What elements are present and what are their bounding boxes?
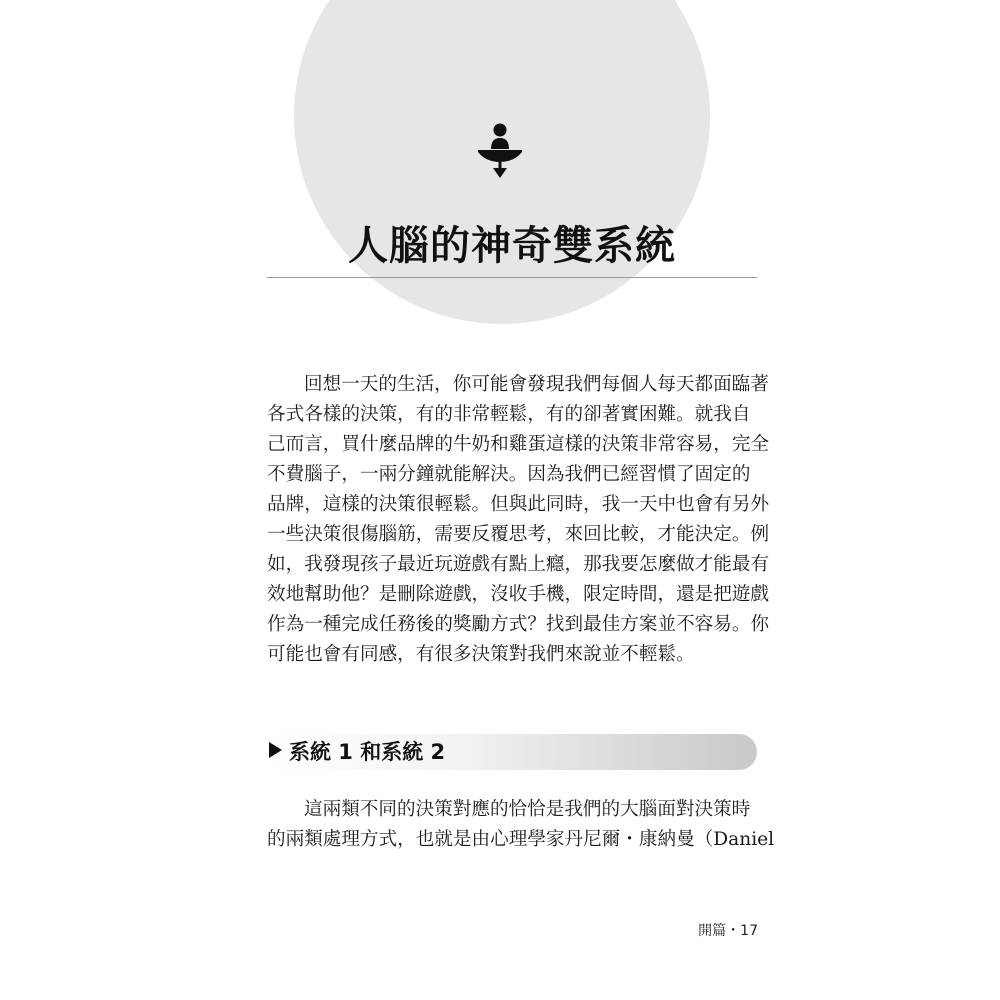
chapter-title: 人腦的神奇雙系統: [348, 223, 676, 269]
paragraph-line: 各式各樣的決策，有的非常輕鬆，有的卻著實困難。就我自: [267, 404, 751, 425]
body-paragraph-1: [267, 370, 770, 670]
paragraph-line: 可能也會有同感，有很多決策對我們來說並不輕鬆。: [267, 644, 695, 665]
body-paragraph-2: [267, 795, 775, 855]
paragraph-line: 作為一種完成任務後的獎勵方式？找到最佳方案並不容易。你: [267, 614, 770, 635]
triangle-right-icon: [269, 742, 282, 758]
paragraph-line: 如，我發現孩子最近玩遊戲有點上癮，那我要怎麼做才能最有: [267, 554, 770, 575]
paragraph-line: 這兩類不同的決策對應的恰恰是我們的大腦面對決策時: [304, 799, 751, 820]
paragraph-line: 效地幫助他？是刪除遊戲，沒收手機，限定時間，還是把遊戲: [267, 584, 770, 605]
paragraph-line: 的兩類處理方式，也就是由心理學家丹尼爾・康納曼（Daniel: [267, 829, 775, 850]
paragraph-line: 品牌，這樣的決策很輕鬆。但與此同時，我一天中也會有另外: [267, 494, 770, 515]
section-heading: 系統 1 和系統 2: [289, 740, 446, 764]
paragraph-line: 回想一天的生活，你可能會發現我們每個人每天都面臨著: [304, 374, 769, 395]
paragraph-line: 不費腦子，一兩分鐘就能解決。因為我們已經習慣了固定的: [267, 464, 751, 485]
paragraph-line: 一些決策很傷腦筋，需要反覆思考，來回比較，才能決定。例: [267, 524, 770, 545]
page-number-footer: 開篇・17: [698, 923, 758, 939]
paragraph-line: 己而言，買什麼品牌的牛奶和雞蛋這樣的決策非常容易，完全: [267, 434, 770, 455]
title-divider: [267, 277, 757, 278]
person-meditating-icon: [472, 120, 528, 184]
